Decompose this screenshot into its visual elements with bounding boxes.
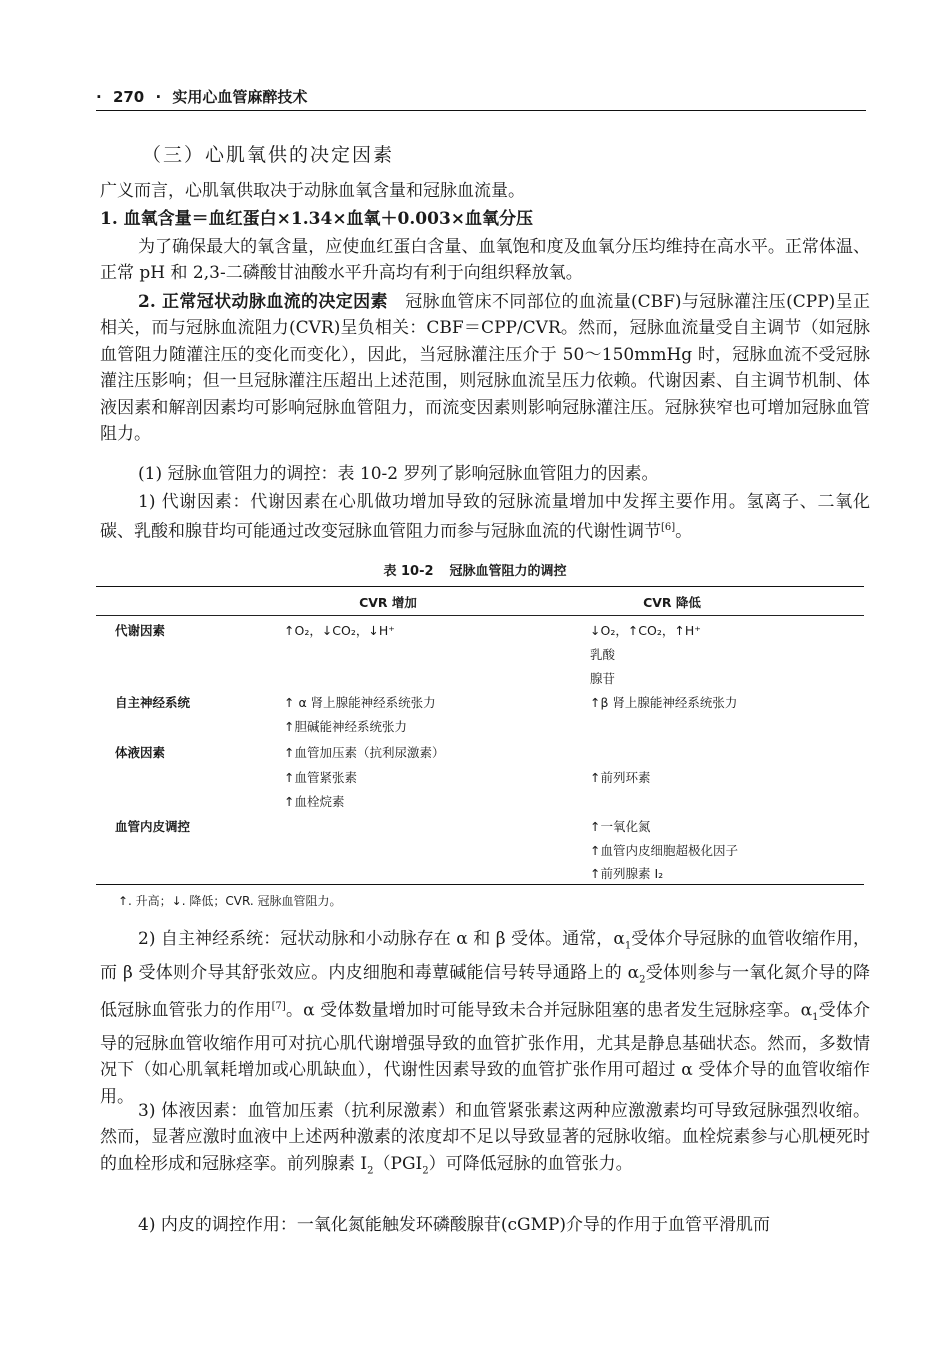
cell-decrease: 腺苷 — [590, 671, 616, 686]
paragraph-resistance-intro: (1) 冠脉血管阻力的调控：表 10-2 罗列了影响冠脉血管阻力的因素。 — [138, 464, 659, 484]
cell-increase: ↑胆碱能神经系统张力 — [284, 719, 407, 734]
row-category: 体液因素 — [115, 745, 166, 760]
cell-decrease: ↓O₂，↑CO₂，↑H⁺ — [590, 623, 701, 638]
subscript: 2 — [367, 1165, 374, 1177]
humoral-text: 3) 体液因素：血管加压素（抗利尿激素）和血管紧张素这两种应激激素均可导致冠脉强烈收缩。然而，显著应激时血液中上述两种激素的浓度却不足以导致显著的冠脉收缩。血栓烷素参与心肌梗死时的血栓形成和冠脉痉挛。前列腺素 I — [100, 1101, 870, 1174]
table-header-rule — [96, 615, 864, 616]
subscript: 2 — [422, 1165, 429, 1177]
header-separator: · — [96, 88, 102, 106]
table-caption — [0, 560, 950, 579]
table-number: 表 10-2 — [383, 564, 434, 579]
metabolic-text: 1) 代谢因素：代谢因素在心肌做功增加导致的冠脉流量增加中发挥主要作用。氢离子、二氧化碳、乳酸和腺苷均可能通过改变冠脉血管阻力而参与冠脉血流的代谢性调节 — [100, 492, 870, 543]
table-bottom-rule — [96, 884, 864, 885]
page-number: 270 — [112, 88, 145, 106]
autonomic-text: 2) 自主神经系统：冠状动脉和小动脉存在 α 和 β 受体。通常，α — [138, 929, 625, 949]
formula-heading: 1. 血氧含量＝血红蛋白×1.34×血氧＋0.003×血氧分压 — [100, 209, 534, 229]
cell-decrease: ↑血管内皮细胞超极化因子 — [590, 843, 738, 858]
autonomic-text: 受体介导冠脉的血管收缩作用，而 β 受体则介导其舒张效应。内皮细胞和毒蕈碱能信号转导通路上的 α — [100, 929, 871, 983]
table-title: 冠脉血管阻力的调控 — [449, 564, 567, 579]
paragraph-coronary-flow — [100, 289, 870, 447]
paragraph-autonomic — [100, 926, 870, 1110]
section-title: （三）心肌氧供的决定因素 — [142, 144, 395, 166]
row-category: 代谢因素 — [115, 623, 166, 638]
column-header-decrease: CVR 降低 — [643, 595, 701, 610]
row-category: 自主神经系统 — [115, 695, 191, 710]
table-footnote: ↑. 升高；↓. 降低；CVR. 冠脉血管阻力。 — [118, 894, 342, 908]
coronary-flow-heading: 2. 正常冠状动脉血流的决定因素 — [138, 292, 388, 312]
header-rule — [96, 110, 866, 111]
cell-decrease: ↑β 肾上腺能神经系统张力 — [590, 695, 738, 710]
subscript: 2 — [639, 974, 646, 986]
table-top-rule — [96, 586, 864, 587]
paragraph-endothelial: 4) 内皮的调控作用：一氧化氮能触发环磷酸腺苷(cGMP)介导的作用于血管平滑肌而 — [138, 1215, 771, 1235]
cell-decrease: ↑前列腺素 I₂ — [590, 866, 664, 881]
book-title: 实用心血管麻醉技术 — [172, 88, 308, 106]
subscript: 1 — [812, 1011, 819, 1023]
header-separator: · — [155, 88, 162, 106]
running-head — [96, 86, 313, 107]
autonomic-text: 受体则参与一氧化氮介导的降低冠脉血管张力的作用 — [100, 962, 870, 1021]
humoral-text: （PGI — [373, 1153, 423, 1174]
paragraph-oxygen-content: 为了确保最大的氧含量，应使血红蛋白含量、血氧饱和度及血氧分压均维持在高水平。正常体温、正常 pH 和 2,3-二磷酸甘油酸水平升高均有利于向组织释放氧。 — [100, 237, 870, 284]
cell-decrease: 乳酸 — [590, 647, 616, 662]
paragraph-humoral — [100, 1098, 870, 1185]
cell-increase: ↑血管紧张素 — [284, 770, 357, 785]
cell-increase: ↑ α 肾上腺能神经系统张力 — [284, 695, 436, 710]
citation-ref: [7] — [271, 1000, 286, 1012]
autonomic-text: 。α 受体数量增加时可能导致未合并冠脉阻塞的患者发生冠脉痉挛。α — [285, 1000, 813, 1021]
row-category: 血管内皮调控 — [115, 819, 191, 834]
humoral-text: ）可降低冠脉的血管张力。 — [428, 1153, 633, 1174]
citation-ref: [6] — [661, 522, 676, 534]
cell-decrease: ↑前列环素 — [590, 770, 651, 785]
paragraph-metabolic — [100, 489, 870, 545]
metabolic-end: 。 — [675, 522, 693, 543]
paragraph-intro: 广义而言，心肌氧供取决于动脉血氧含量和冠脉血流量。 — [100, 181, 525, 201]
cell-decrease: ↑一氧化氮 — [590, 819, 651, 834]
subscript: 1 — [624, 940, 632, 952]
coronary-flow-body: 冠脉血管床不同部位的血流量(CBF)与冠脉灌注压(CPP)呈正相关，而与冠脉血流阻力(CVR)呈负相关：CBF＝CPP/CVR。然而，冠脉血流量受自主调节（如冠脉血管阻力随灌注压的变化而变化），因此，当冠脉灌注压介于 50～150mmHg 时，冠脉血流不受冠脉灌注压影响；但一旦冠脉灌注压超出上述范围，则冠脉血流呈压力依赖。代谢因素、自主调节机制、体液因素和解剖因素均可影响冠脉血管阻力，而流变因素则影响冠脉灌注压。冠脉狭窄也可增加冠脉血管阻力。 — [100, 292, 871, 445]
cell-increase: ↑血栓烷素 — [284, 794, 345, 809]
cell-increase: ↑血管加压素（抗利尿激素） — [284, 745, 445, 760]
cell-increase: ↑O₂，↓CO₂，↓H⁺ — [284, 623, 395, 638]
autonomic-text: 受体介导的冠脉血管收缩作用可对抗心肌代谢增强导致的血管扩张作用，尤其是静息基础状态。然而，多数情况下（如心肌氧耗增加或心肌缺血），代谢性因素导致的血管扩张作用可超过 α 受体介导的血管收缩作用。 — [100, 1000, 870, 1107]
column-header-increase: CVR 增加 — [359, 595, 417, 610]
